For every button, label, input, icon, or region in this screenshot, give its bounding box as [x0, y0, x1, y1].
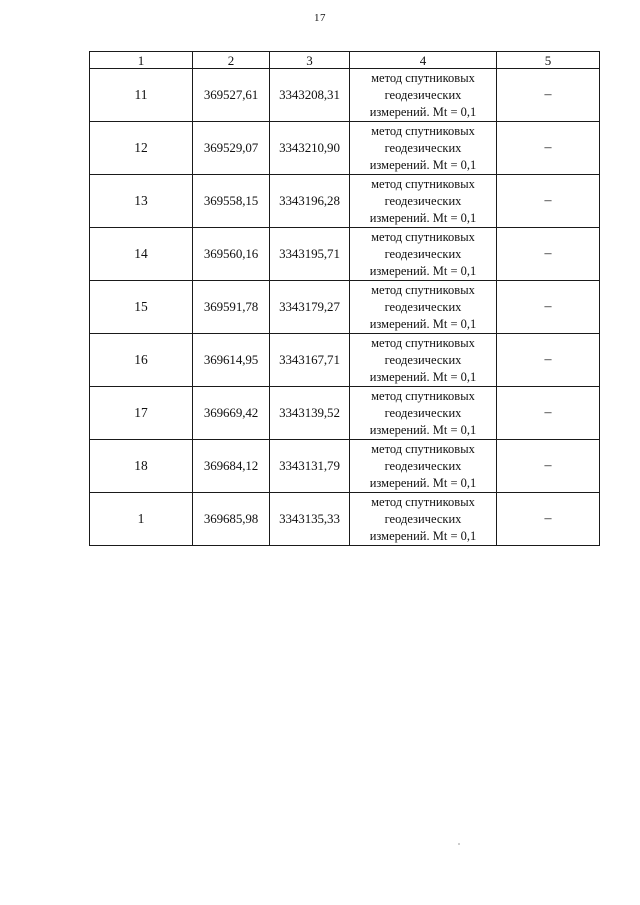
method-cell	[350, 334, 497, 387]
table-row	[90, 228, 600, 281]
table-row	[90, 387, 600, 440]
point-number-cell: 12	[90, 122, 193, 175]
column-header-method: 4	[350, 52, 497, 69]
point-number-cell: 17	[90, 387, 193, 440]
table-body	[90, 69, 600, 546]
note-cell: –	[497, 228, 600, 281]
method-line: измерений. Mt = 0,1	[369, 104, 477, 119]
note-cell: –	[497, 334, 600, 387]
method-cell	[350, 228, 497, 281]
note-cell: –	[497, 440, 600, 493]
method-line: метод спутниковых	[371, 335, 475, 350]
method-line: метод спутниковых	[371, 282, 475, 297]
note-cell: –	[497, 493, 600, 546]
note-cell: –	[497, 387, 600, 440]
point-number-cell: 1	[90, 493, 193, 546]
coordinates-table	[89, 51, 600, 546]
table-row	[90, 175, 600, 228]
y-coordinate-cell: 3343179,27	[270, 281, 350, 334]
y-coordinate-cell: 3343196,28	[270, 175, 350, 228]
point-number-cell: 14	[90, 228, 193, 281]
method-line: измерений. Mt = 0,1	[369, 422, 477, 437]
table-row	[90, 69, 600, 122]
x-coordinate-cell: 369684,12	[193, 440, 270, 493]
method-line: геодезических	[384, 405, 462, 420]
column-header-x: 2	[193, 52, 270, 69]
method-line: геодезических	[384, 299, 462, 314]
x-coordinate-cell: 369591,78	[193, 281, 270, 334]
method-line: метод спутниковых	[371, 441, 475, 456]
method-line: измерений. Mt = 0,1	[369, 157, 477, 172]
method-line: геодезических	[384, 87, 462, 102]
method-line: измерений. Mt = 0,1	[369, 210, 477, 225]
table-row	[90, 493, 600, 546]
note-cell: –	[497, 175, 600, 228]
point-number-cell: 18	[90, 440, 193, 493]
method-cell	[350, 281, 497, 334]
point-number-cell: 13	[90, 175, 193, 228]
y-coordinate-cell: 3343131,79	[270, 440, 350, 493]
method-line: измерений. Mt = 0,1	[369, 369, 477, 384]
y-coordinate-cell: 3343208,31	[270, 69, 350, 122]
method-line: метод спутниковых	[371, 176, 475, 191]
x-coordinate-cell: 369685,98	[193, 493, 270, 546]
method-line: геодезических	[384, 193, 462, 208]
method-line: измерений. Mt = 0,1	[369, 263, 477, 278]
table-row	[90, 281, 600, 334]
page-number: 17	[314, 12, 326, 24]
note-cell: –	[497, 281, 600, 334]
method-cell	[350, 69, 497, 122]
x-coordinate-cell: 369669,42	[193, 387, 270, 440]
method-line: метод спутниковых	[371, 494, 475, 509]
column-header-point: 1	[90, 52, 193, 69]
method-cell	[350, 387, 497, 440]
point-number-cell: 15	[90, 281, 193, 334]
y-coordinate-cell: 3343210,90	[270, 122, 350, 175]
method-line: геодезических	[384, 246, 462, 261]
x-coordinate-cell: 369560,16	[193, 228, 270, 281]
point-number-cell: 11	[90, 69, 193, 122]
method-line: геодезических	[384, 458, 462, 473]
scan-speck	[458, 843, 460, 845]
table-header-row	[90, 52, 600, 69]
note-cell: –	[497, 122, 600, 175]
x-coordinate-cell: 369614,95	[193, 334, 270, 387]
method-cell	[350, 175, 497, 228]
method-cell	[350, 493, 497, 546]
y-coordinate-cell: 3343139,52	[270, 387, 350, 440]
y-coordinate-cell: 3343167,71	[270, 334, 350, 387]
column-header-note: 5	[497, 52, 600, 69]
method-line: метод спутниковых	[371, 123, 475, 138]
method-line: геодезических	[384, 352, 462, 367]
method-line: геодезических	[384, 140, 462, 155]
method-line: измерений. Mt = 0,1	[369, 475, 477, 490]
note-cell: –	[497, 69, 600, 122]
table-row	[90, 334, 600, 387]
table-row	[90, 122, 600, 175]
method-line: метод спутниковых	[371, 388, 475, 403]
column-header-y: 3	[270, 52, 350, 69]
y-coordinate-cell: 3343195,71	[270, 228, 350, 281]
method-line: геодезических	[384, 511, 462, 526]
x-coordinate-cell: 369529,07	[193, 122, 270, 175]
method-line: метод спутниковых	[371, 70, 475, 85]
method-line: измерений. Mt = 0,1	[369, 528, 477, 543]
x-coordinate-cell: 369527,61	[193, 69, 270, 122]
method-line: метод спутниковых	[371, 229, 475, 244]
table-row	[90, 440, 600, 493]
x-coordinate-cell: 369558,15	[193, 175, 270, 228]
y-coordinate-cell: 3343135,33	[270, 493, 350, 546]
method-line: измерений. Mt = 0,1	[369, 316, 477, 331]
method-cell	[350, 440, 497, 493]
method-cell	[350, 122, 497, 175]
point-number-cell: 16	[90, 334, 193, 387]
